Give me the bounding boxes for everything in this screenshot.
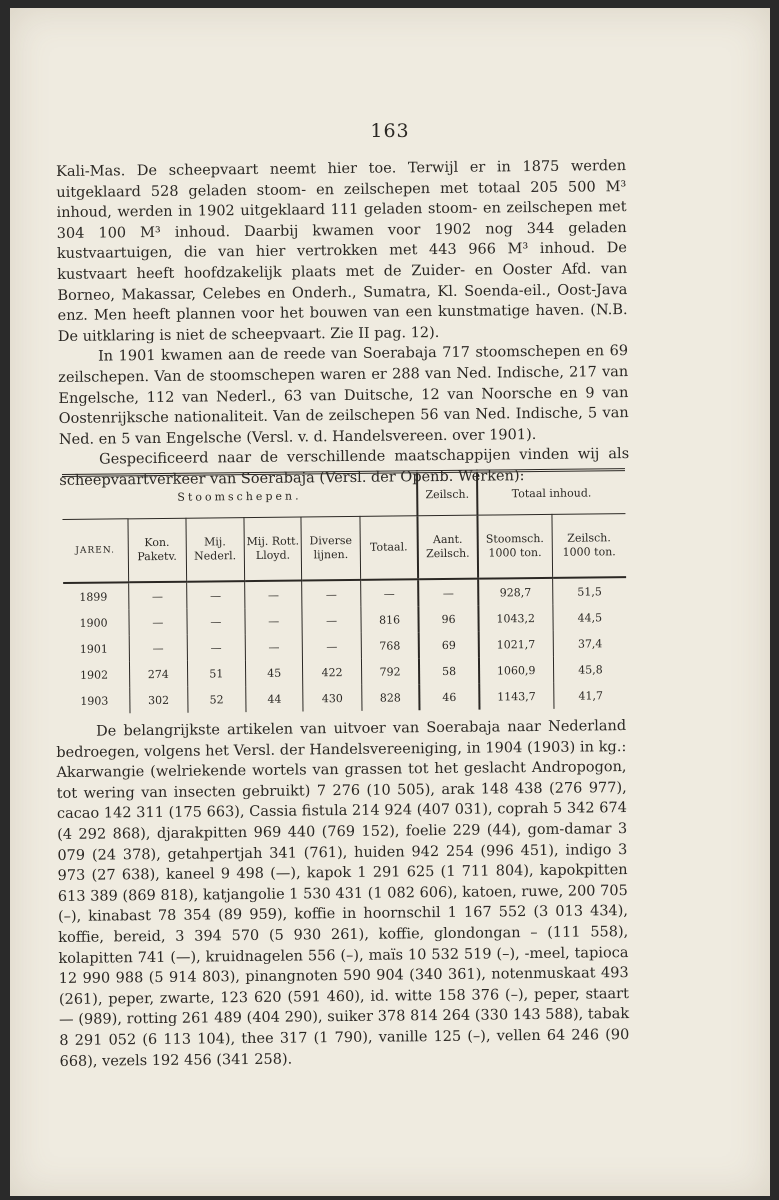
- cell: —: [129, 609, 187, 636]
- cell: 45: [245, 659, 303, 686]
- col-stoomsch-ton: Stoomsch. 1000 ton.: [477, 514, 552, 578]
- book-page: [10, 8, 770, 1196]
- paragraph: Kali-Mas. De scheepvaart neemt hier toe. Terwijl er in 1875 werden uitgeklaard 528 geladen stoom- en zeilschepen met totaal 205 500 M³ inhoud, werden in 1902 uitgeklaard 111 geladen stoom- en zeilschepen met 304 100 M³ inhoud. Daarbij kwamen voor 1902 nog 344 geladen kustvaartuigen, die van hier vertrokken met 443 966 M³ inhoud. De kustvaart heeft hoofdzakelijk plaats met de Zuider- en Ooster Afd. van Borneo, Makassar, Celebes en Onderh., Sumatra, Kl. Soenda-eil., Oost-Java enz. Men heeft plannen voor het bouwen van een kunstmatige haven. (N.B. De uitklaring is niet de scheepvaart. Zie II pag. 12).: [56, 158, 628, 345]
- cell-year: 1899: [79, 590, 108, 604]
- cell: 816: [360, 606, 419, 633]
- cell: 41,7: [553, 682, 627, 709]
- cell: 45,8: [553, 656, 627, 683]
- cell: 1043,2: [478, 605, 553, 632]
- header-stoomschepen: Stoomschepen.: [62, 472, 418, 520]
- cell: —: [360, 579, 419, 607]
- cell: —: [303, 633, 361, 660]
- cell: 302: [129, 687, 187, 714]
- cell: 52: [187, 686, 245, 713]
- cell: —: [187, 608, 245, 635]
- paragraph: De belangrijkste artikelen van uitvoer van Soerabaja naar Nederland bedroegen, volgens het Versl. der Handelsvereeniging, in 1904 (1903) in kg.: Akarwangie (welriekende wortels van grassen tot het geslacht Andropogon, tot wering van insecten gebruikt) 7 276 (10 505), arak 148 438 (276 977), cacao 142 311 (175 663), Cassia fistula 214 924 (407 031), coprah 5 342 674 (4 292 868), djarakpitten 969 440 (769 152), foelie 229 (44), gom-damar 3 079 (24 378), getahpertjah 341 (761), huiden 942 254 (996 451), indigo 3 973 (27 638), kaneel 9 498 (—), kapok 1 291 625 (1 711 804), kapokpitten 613 389 (869 818), katjangolie 1 530 431 (1 082 606), katoen, ruwe, 200 705 (–), kinabast 78 354 (89 959), koffie in hoornschil 1 167 552 (3 013 434), koffie, bereid, 3 394 570 (5 930 261), koffie, glondongan – (111 558), kolapitten 741 (—), kruidnagelen 556 (–), maïs 10 532 519 (–), -meel, tapioca 12 990 988 (5 914 803), pinangnoten 590 904 (340 361), notenmuskaat 493 (261), peper, zwarte, 123 620 (591 460), id. witte 158 376 (–), peper, staart — (989), rotting 261 489 (404 290), suiker 378 814 264 (330 143 588), tabak 8 291 052 (6 113 104), thee 317 (1 790), vanille 125 (–), vellen 64 246 (90 668), vezels 192 456 (341 258).: [56, 718, 630, 1070]
- table-column-header-row: [62, 514, 626, 583]
- cell: 1021,7: [478, 631, 553, 658]
- shipping-table: [62, 468, 628, 730]
- table-group-header-row: [62, 470, 625, 520]
- cell: —: [245, 607, 303, 634]
- col-aant-zeilsch: Aant. Zeilsch.: [418, 515, 478, 579]
- cell: 44,5: [553, 604, 627, 631]
- col-totaal: Totaal.: [360, 516, 419, 580]
- cell: 44: [246, 685, 304, 712]
- header-totaal-inhoud: Totaal inhoud.: [477, 470, 626, 516]
- cell-year: 1900: [79, 616, 108, 630]
- cell-year: 1902: [80, 668, 109, 682]
- col-jaren: JAREN.: [62, 519, 128, 583]
- paragraph: In 1901 kwamen aan de reede van Soerabaja 717 stoomschepen en 69 zeilschepen. Van de stoomschepen waren er 288 van Ned. Indische, 217 van Engelsche, 112 van Nederl., 63 van Duitsche, 12 van Noorsche en 9 van Oostenrijksche nationaliteit. Van de zeilschepen 56 van Ned. Indische, 5 van Ned. en 5 van Engelsche (Versl. v. d. Handelsvereen. over 1901).: [58, 343, 629, 448]
- cell: 1143,7: [479, 683, 554, 710]
- cell: 69: [419, 632, 478, 659]
- cell: 768: [361, 632, 420, 659]
- cell: 828: [361, 684, 420, 711]
- cell: 46: [420, 684, 479, 711]
- col-kon-paketv: Kon. Paketv.: [128, 518, 187, 582]
- body-text-bottom: [56, 716, 630, 1072]
- cell: 430: [303, 685, 361, 712]
- cell: —: [302, 607, 360, 634]
- paragraph: Gespecificeerd naar de verschillende maatschappijen vinden wij als scheepvaartverkeer van Soerabaja (Versl. der Openb. Werken):: [59, 446, 630, 489]
- cell: —: [187, 634, 245, 661]
- cell: —: [186, 581, 244, 609]
- cell: 274: [129, 661, 187, 688]
- cell: 928,7: [478, 578, 553, 606]
- page-number: 163: [370, 120, 410, 142]
- cell: 422: [303, 659, 361, 686]
- header-zeilsch: Zeilsch.: [417, 471, 477, 516]
- col-mij-rott-lloyd: Mij. Rott. Lloyd.: [244, 517, 302, 581]
- cell: 58: [419, 658, 478, 685]
- cell: 51: [187, 660, 245, 687]
- cell: 51,5: [552, 577, 626, 605]
- table-row: [64, 682, 627, 714]
- col-zeilsch-ton: Zeilsch. 1000 ton.: [552, 514, 626, 578]
- cell: 792: [361, 658, 420, 685]
- cell-year: 1903: [80, 694, 109, 708]
- cell: 1060,9: [479, 657, 554, 684]
- cell: —: [244, 580, 302, 608]
- cell: 37,4: [553, 630, 627, 657]
- cell: —: [129, 635, 187, 662]
- cell: —: [302, 580, 360, 608]
- col-mij-nederl: Mij. Nederl.: [186, 518, 245, 582]
- body-text-top: [56, 156, 629, 491]
- cell: 96: [419, 606, 478, 633]
- cell: —: [128, 582, 186, 610]
- cell: —: [245, 633, 303, 660]
- col-diverse-lijnen: Diverse lijnen.: [301, 516, 360, 580]
- cell: —: [419, 579, 478, 607]
- cell-year: 1901: [79, 642, 108, 656]
